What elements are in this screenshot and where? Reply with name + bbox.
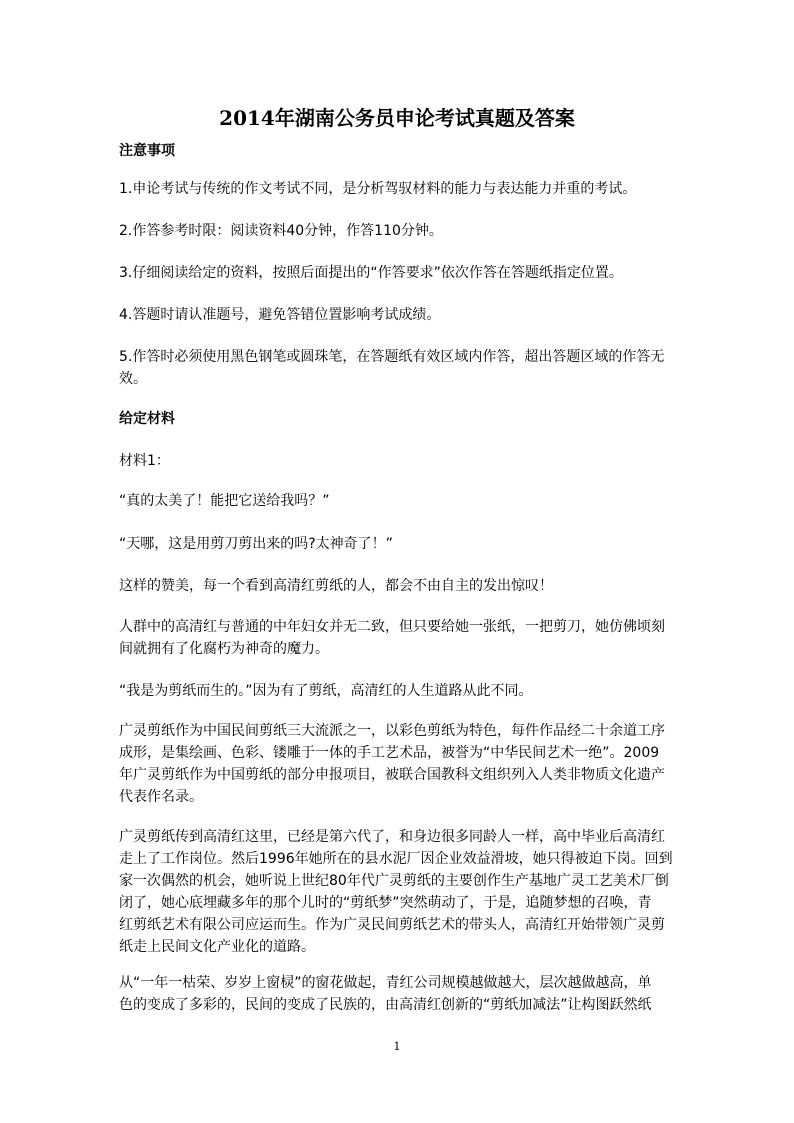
material-1-label: 材料1：: [119, 453, 170, 469]
paragraph-line: 年广灵剪纸作为中国剪纸的部分申报项目，被联合国教科文组织列入人类非物质文化遗产: [119, 767, 665, 783]
page-number: 1: [393, 1040, 401, 1053]
note-line: 5.作答时必须使用黑色钢笔或圆珠笔，在答题纸有效区域内作答，超出答题区域的作答无: [119, 349, 665, 365]
paragraph-line: “真的太美了！能把它送给我吗？”: [119, 493, 330, 509]
paragraph-line: 红剪纸艺术有限公司应运而生。作为广灵民间剪纸艺术的带头人，高清红开始带领广灵剪: [119, 917, 665, 933]
paragraph-line: 家一次偶然的机会，她听说上世纪80年代广灵剪纸的主要创作生产基地广灵工艺美术厂倒: [119, 873, 669, 889]
paragraph-3: [119, 575, 679, 597]
paragraph-line: “我是为剪纸而生的。”因为有了剪纸，高清红的人生道路从此不同。: [119, 683, 533, 699]
note-item-4: [119, 304, 679, 326]
paragraph-8: [119, 972, 679, 1016]
note-item-3: [119, 262, 679, 284]
notes-heading: 注意事项: [119, 143, 175, 159]
note-line: 2.作答参考时限：阅读资料40分钟，作答110分钟。: [119, 223, 443, 239]
paragraph-line: 色的变成了多彩的，民间的变成了民族的，由高清红创新的“剪纸加减法”让构图跃然纸: [119, 997, 652, 1013]
note-line: 3.仔细阅读给定的资料，按照后面提出的“作答要求”依次作答在答题纸指定位置。: [119, 265, 623, 281]
paragraph-line: 这样的赞美，每一个看到高清红剪纸的人，都会不由自主的发出惊叹！: [119, 578, 553, 594]
paragraph-4: [119, 616, 679, 660]
materials-heading: 给定材料: [119, 411, 175, 427]
note-line: 1.申论考试与传统的作文考试不同，是分析驾驭材料的能力与表达能力并重的考试。: [119, 181, 637, 197]
paragraph-line: 从“一年一枯荣、岁岁上窗棂”的窗花做起，青红公司规模越做越大，层次越做越高，单: [119, 975, 652, 991]
paragraph-5: [119, 680, 679, 702]
paragraph-line: 人群中的高清红与普通的中年妇女并无二致，但只要给她一张纸，一把剪刀，她仿佛顷刻: [119, 619, 665, 635]
paragraph-line: 纸走上民间文化产业化的道路。: [119, 939, 315, 955]
paragraph-2: [119, 533, 679, 555]
paragraph-line: “天哪，这是用剪刀剪出来的吗?太神奇了！”: [119, 536, 393, 552]
paragraph-line: 广灵剪纸传到高清红这里，已经是第六代了，和身边很多同龄人一样，高中毕业后高清红: [119, 829, 665, 845]
note-item-5: [119, 346, 679, 390]
paragraph-line: 代表作名录。: [119, 789, 203, 805]
note-line: 效。: [119, 371, 147, 387]
paragraph-line: 广灵剪纸作为中国民间剪纸三大流派之一，以彩色剪纸为特色，每件作品经二十余道工序: [119, 723, 665, 739]
note-item-2: [119, 220, 679, 242]
paragraph-6: [119, 720, 679, 808]
note-line: 4.答题时请认准题号，避免答错位置影响考试成绩。: [119, 307, 441, 323]
note-item-1: [119, 178, 679, 200]
paragraph-line: 间就拥有了化腐朽为神奇的魔力。: [119, 641, 329, 657]
paragraph-7: [119, 826, 679, 958]
paragraph-1: [119, 490, 679, 512]
document-title: 2014年湖南公务员申论考试真题及答案: [219, 106, 575, 130]
paragraph-line: 成形，是集绘画、色彩、镂雕于一体的手工艺术品，被誉为“中华民间艺术一绝”。2009: [119, 745, 660, 761]
paragraph-line: 闭了，她心底埋藏多年的那个儿时的“剪纸梦”突然萌动了，于是，追随梦想的召唤，青: [119, 895, 652, 911]
paragraph-line: 走上了工作岗位。然后1996年她所在的县水泥厂因企业效益滑坡，她只得被迫下岗。回到: [119, 851, 673, 867]
